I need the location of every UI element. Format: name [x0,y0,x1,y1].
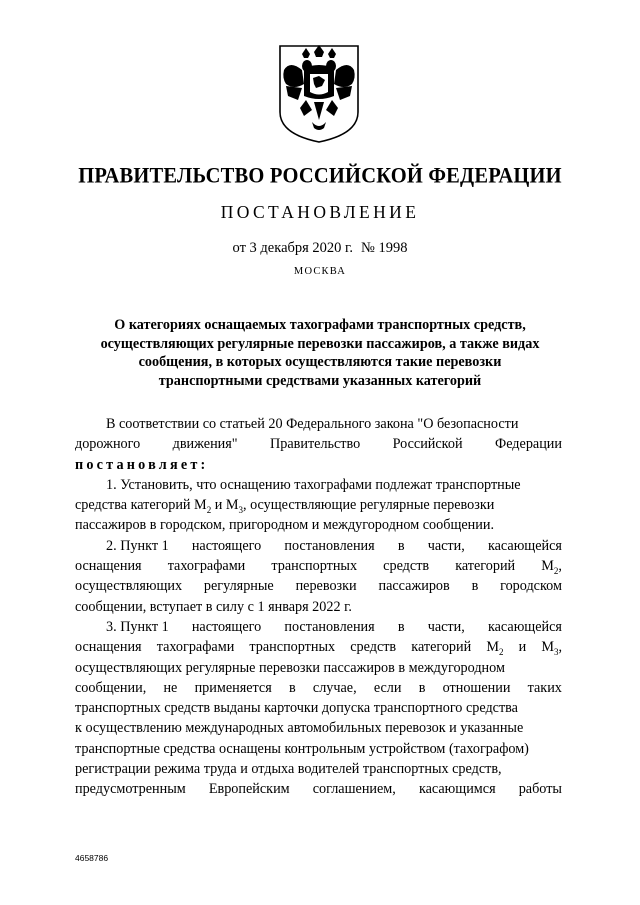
word: средств [383,558,430,575]
subscript: 2 [553,565,559,576]
word: 3. Пункт 1 [106,618,169,635]
punct: , [558,558,562,575]
word: Российской [392,436,463,453]
heading-line: осуществляющих регулярные перевозки пассажиров, а также видах [100,335,540,352]
word: перевозки [295,578,357,595]
word: дорожного [75,436,141,453]
body-line: транспортные средства оснащены контрольным устройством (тахографом) [75,740,529,757]
body-line [75,678,562,698]
word: применяется [194,679,272,696]
body-line [75,455,562,475]
punct: , [558,639,562,656]
subscript: 3 [238,505,243,516]
body-line [75,495,562,515]
body-line: пассажиров в городском, пригородном и междугородном сообщении. [75,517,494,534]
subscript: 2 [206,505,212,516]
word: 2. Пункт 1 [106,537,169,554]
word: настоящего [191,618,262,635]
word: Федерации [494,436,562,453]
word: пассажиров [378,578,450,595]
body-line [75,556,562,576]
word: в [397,618,405,635]
word: предусмотренным [75,781,186,798]
body-line [75,576,562,596]
word: и [518,639,527,656]
body-line [75,779,562,799]
word: таких [527,679,562,696]
document-date-number [0,240,640,257]
heading-line: сообщения, в которых осуществляются такие перевозки [138,354,502,371]
document-heading [80,316,560,391]
heading-line: О категориях оснащаемых тахографами транспортных средств, [114,317,526,333]
word: тахографами [156,639,235,656]
word: Европейским [208,781,290,798]
subscript: 3 [553,647,559,658]
word: категорий [411,639,472,656]
word: движения" [172,436,238,453]
word: тахографами [167,558,246,575]
word: касающимся [418,781,496,798]
word: не [163,679,178,696]
body-line: регистрации режима труда и отдыха водителей транспортных средств, [75,761,502,778]
word: части, [427,537,465,554]
word: касающейся [487,618,562,635]
word: сообщении, [75,679,147,696]
subscript: 2 [498,647,504,658]
word: в [471,578,479,595]
word: работы [518,781,562,798]
government-title: ПРАВИТЕЛЬСТВО РОССИЙСКОЙ ФЕДЕРАЦИИ [78,164,562,188]
line-text: 1. Установить, что оснащению тахографами подлежат транспортные [106,476,521,493]
body-line [75,475,562,495]
word: категорий [455,558,516,575]
word: городском [500,578,562,595]
word: Правительство [270,436,361,453]
line-text: , осуществляющие регулярные перевозки [243,497,495,514]
body-line [75,637,562,657]
coat-of-arms-emblem [276,44,362,144]
body-line: транспортных средств выданы карточки допуска транспортного средства [75,700,518,717]
word: транспортных [271,558,358,575]
word: оснащения [75,639,142,656]
line-text: и M [211,497,239,514]
word: транспортных [249,639,336,656]
word: соглашением, [312,781,396,798]
word: постановления [284,618,375,635]
body-line: В соответствии со статьей 20 Федерального закона "О безопасности [106,416,519,432]
word: постановления [284,537,375,554]
word: оснащения [75,558,142,575]
word: отношении [442,679,511,696]
body-line: сообщении, вступает в силу с 1 января 2022 г. [75,598,352,615]
word: регулярные [203,578,274,595]
word: в [418,679,426,696]
heading-line: транспортными средствами указанных категорий [158,373,482,390]
word [541,556,562,576]
body-line [75,536,562,556]
document-type: ПОСТАНОВЛЕНИЕ [220,202,420,222]
line-text: средства категорий M [75,497,207,514]
resolves-word: постановляет: [75,456,209,473]
word: случае, [312,679,357,696]
letter: M [541,558,554,575]
word [486,637,503,657]
word: осуществляющих [75,578,183,595]
number-sign: № [361,240,375,256]
word: касающейся [487,537,562,554]
document-body [75,414,562,800]
document-number: 1998 [378,240,408,256]
document-city: МОСКВА [293,266,347,277]
word: в [288,679,296,696]
word [541,637,562,657]
letter: M [486,639,499,656]
body-line: к осуществлению международных автомобильных перевозок и указанные [75,720,524,737]
letter: M [541,639,554,656]
document-date: от 3 декабря 2020 г. [232,240,353,256]
word: в [397,537,405,554]
footer-document-id: 4658786 [75,853,109,863]
body-line [75,434,562,454]
word: настоящего [191,537,262,554]
body-line [75,617,562,637]
word: части, [427,618,465,635]
body-line: осуществляющих регулярные перевозки пассажиров в междугородном [75,659,505,676]
word: если [373,679,402,696]
word: средств [350,639,397,656]
